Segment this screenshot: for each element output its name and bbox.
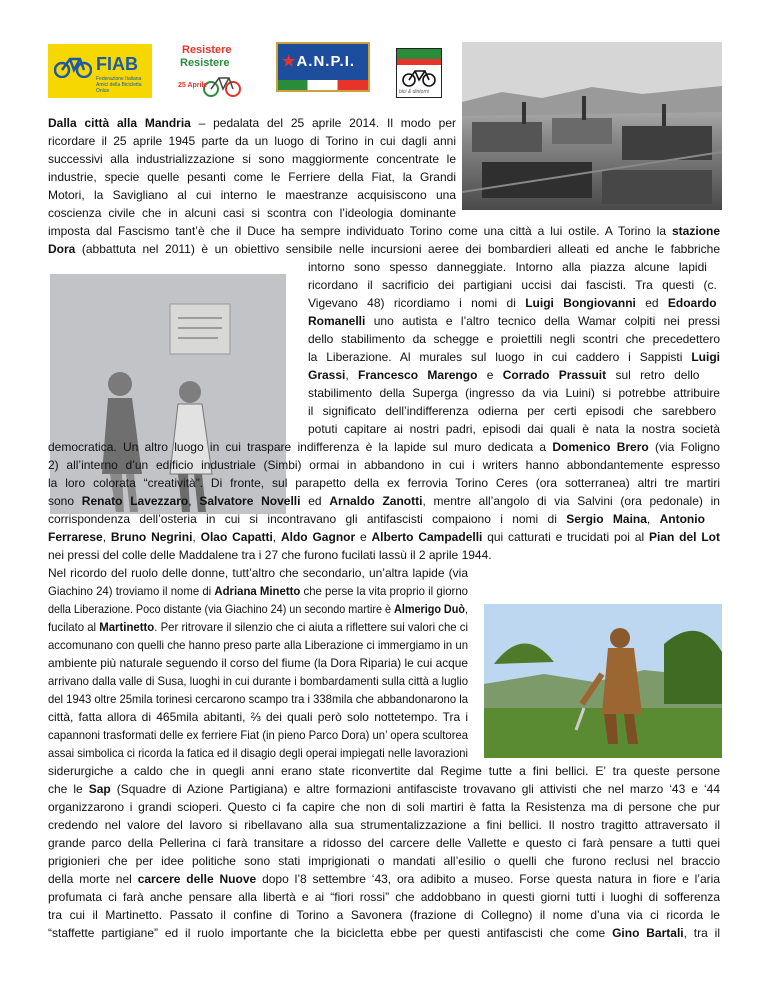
bold-text: Sergio Maina: [566, 512, 647, 526]
text-line: [48, 240, 720, 258]
bold-text: Martinetto: [99, 620, 155, 634]
text-segment: grande parco della Pellerina ci farà transitare a ridosso del carcere delle Vallette e questo ci farà pensare a tutti quei: [48, 836, 720, 850]
text-segment: imposta dal Fascismo tant’è che il Duce ha sempre individuato Torino come una città a lui ostile. A Torino la: [48, 224, 672, 238]
text-segment: . Per ritrovare il silenzio che ci aiuta a riflettere sui valori che ci: [154, 620, 468, 634]
text-segment: fucilato al: [48, 620, 100, 634]
text-segment: arrivano dalla valle di Susa, luoghi in cui durante i bombardamenti sulla città a luglio: [48, 674, 468, 688]
text-line: [48, 150, 456, 168]
text-line: [48, 474, 720, 492]
bold-text: carcere delle Nuove: [137, 872, 257, 886]
text-line: [48, 168, 456, 186]
text-segment: accomunano con quelli che hanno preso parte alla Liberazione ci immergiamo in un: [48, 638, 468, 652]
text-segment: il significato dell’indifferenza odierna per certi episodi che sarebbero: [308, 404, 716, 418]
text-line: [48, 690, 468, 708]
text-line: [48, 600, 468, 618]
text-segment: città, fatta allora di 465mila abitanti, ⅔ dei quali però solo nottetempo. Tra i: [48, 710, 468, 724]
text-line: [48, 852, 720, 870]
text-segment: che perse la vita proprio il giorno: [300, 584, 468, 598]
text-segment: della Liberazione. Poco distante (via Giachino 24) un secondo martire è: [48, 602, 395, 616]
text-segment: ,: [188, 494, 200, 508]
bold-text: Dalla città alla Mandria: [48, 116, 191, 130]
anpi-logo: [276, 42, 370, 92]
text-segment: (via Foligno: [648, 440, 720, 454]
text-segment: e: [477, 368, 503, 382]
text-segment: Motori, la Savigliano al cui interno le maestranze acquisiscono una: [48, 188, 456, 202]
bold-text: Luigi Bongiovanni: [525, 296, 636, 310]
text-segment: ,: [192, 530, 201, 544]
bold-text: Sap: [88, 782, 111, 796]
text-segment: ,: [464, 602, 468, 616]
text-segment: dopo l’8 settembre ‘43, ora adibito a museo. Forse questa natura in fiore e l’aria: [256, 872, 720, 886]
bold-text: Gino Bartali: [612, 926, 684, 940]
text-line: [48, 888, 720, 906]
text-segment: industrie, specie quelle pesanti come le Ferriere della Fiat, la Grandi: [48, 170, 456, 184]
text-line: [308, 348, 720, 366]
text-line: [48, 798, 720, 816]
text-line: [308, 420, 720, 438]
bold-text: Pian del Lot: [648, 530, 720, 544]
text-segment: , tra il: [683, 926, 720, 940]
bold-text: Ferrarese: [48, 530, 103, 544]
text-line: [308, 402, 716, 420]
text-segment: capannoni trasformati delle ex ferriere Fiat (in pieno Parco Dora) un’ opera scultorea: [48, 728, 468, 742]
text-segment: la Liberazione. Al murales sul luogo in cui caddero i Sappisti: [308, 350, 692, 364]
fiab-logo-subtitle: Federazione Italiana Amici della Bicicletta Onlus: [96, 76, 142, 94]
bold-text: Olao Capatti: [200, 530, 273, 544]
text-segment: ed: [300, 494, 330, 508]
resistere-logo: [176, 44, 246, 100]
text-segment: ambiente più naturale seguendo il corso del fiume (la Dora Riparia) le cui acque: [48, 656, 468, 670]
text-segment: nei pressi del colle delle Maddalene tra i 27 che furono fucilati lassù il 2 aprile 1944.: [48, 548, 492, 562]
text-segment: corrispondenza dell’osteria in cui si incontravano gli antifascisti compaiono i nomi di: [48, 512, 567, 526]
text-segment: uno autista e l’altro tecnico della Wamar colpiti nei pressi: [365, 314, 720, 328]
bold-text: Romanelli: [308, 314, 366, 328]
text-line: [48, 834, 720, 852]
text-line: [48, 816, 720, 834]
text-line: [48, 456, 720, 474]
text-segment: ricordare il 25 aprile 1945 parte da un luogo di Torino in cui dagli anni: [48, 134, 456, 148]
text-segment: – pedalata del 25 aprile 2014. Il modo per: [190, 116, 456, 130]
bold-text: Grassi: [308, 368, 346, 382]
text-segment: siderurgiche a caldo che in quegli anni erano state riconvertite dal Regime tutte a fini bellici. E’ tra queste persone: [48, 764, 720, 778]
text-segment: ,: [646, 512, 660, 526]
text-segment: ,: [102, 530, 111, 544]
text-segment: organizzarono i grandi scioperi. Questo ci fa capire che non di soli martiri è fatta la Resistenza ma di persone che pur: [48, 800, 720, 814]
text-line: [48, 132, 456, 150]
bold-text: Francesco Marengo: [358, 368, 478, 382]
text-segment: sul retro dello: [606, 368, 700, 382]
factory-aerial-photo: [462, 42, 722, 210]
text-segment: tra cui il Martinetto. Passato il confine di Torino a Savonera (frazione di Collegno) il nome d’una via ci ricorda le: [48, 908, 720, 922]
text-line: [48, 492, 720, 510]
bold-text: Aldo Gagnor: [280, 530, 356, 544]
text-segment: prigionieri che per idee politiche sono stati imprigionati o mandati all’esilio o quelli che furono reclusi nel braccio: [48, 854, 720, 868]
bold-text: Alberto Campadelli: [371, 530, 483, 544]
star-icon: ★: [282, 53, 297, 70]
bold-text: Dora: [48, 242, 76, 256]
tricolor-stripe: [278, 80, 368, 90]
text-segment: 2) all’interno d’un edificio industriale (Simbi) ormai in abbandono in cui i writers hanno abbondantemente espresso: [48, 458, 720, 472]
text-line: [308, 312, 720, 330]
text-segment: (abbattuta nel 2011) è un obiettivo sensibile nelle incursioni aeree dei bombardieri alleati ed anche le fabbriche: [75, 242, 720, 256]
text-segment: ,: [272, 530, 281, 544]
text-segment: qui catturati e trucidati poi al: [482, 530, 649, 544]
text-line: [48, 780, 720, 798]
text-line: [48, 114, 456, 132]
bold-text: Adriana Minetto: [214, 584, 301, 598]
text-segment: Giachino 24) troviamo il nome di: [48, 584, 215, 598]
text-line: [48, 582, 468, 600]
text-segment: credendo nel valore del lavoro si ribellavano alla sua strumentalizzazione a fini bellici. Il nostro tragitto attraversato il: [48, 818, 720, 832]
text-line: [48, 654, 468, 672]
text-line: [48, 924, 720, 942]
text-line: [48, 906, 720, 924]
text-line: [48, 672, 468, 690]
text-segment: assai simbolica ci ricorda la fatica ed il disagio degli operai impiegati nelle lavorazioni: [48, 746, 468, 760]
bold-text: Salvatore Novelli: [199, 494, 301, 508]
text-line: [308, 276, 717, 294]
bold-text: Almerigo Duò: [394, 602, 465, 616]
bold-text: Bruno Negrini: [110, 530, 193, 544]
text-line: [48, 636, 468, 654]
text-line: [308, 366, 699, 384]
bicycle-icon: [54, 54, 92, 78]
text-segment: successivi alla industrializzazione si sono maggiormente concentrate le: [48, 152, 456, 166]
text-segment: ,: [345, 368, 359, 382]
text-line: [308, 258, 707, 276]
resistere-line-3: 25 Aprile: [178, 82, 208, 89]
text-segment: la loro colorata “creatività”. Di fronte, sul parapetto della ex ferrovia Torino Ceres (ora sotterranea) altri tre martiri: [48, 476, 720, 490]
text-line: [48, 618, 468, 636]
text-line: [48, 528, 720, 546]
text-segment: potuti capitare ai nostri padri, episodi dai quali è nata la nostra società: [308, 422, 720, 436]
bold-text: Antonio: [659, 512, 705, 526]
text-line: [48, 546, 492, 564]
bici-dintorni-logo: [396, 48, 442, 98]
resistere-line-1: Resistere: [182, 44, 232, 56]
text-segment: che le: [48, 782, 89, 796]
text-line: [48, 564, 468, 582]
text-segment: (Squadre di Azione Partigiana) e altre formazioni antifasciste trovavano gli attivisti che nel marzo ‘43 e ‘44: [110, 782, 721, 796]
text-line: [48, 726, 468, 744]
text-line: [48, 510, 705, 528]
text-segment: della morte nel: [48, 872, 138, 886]
text-line: [48, 762, 720, 780]
fiab-logo-name: FIAB: [96, 54, 138, 74]
fiab-logo: [48, 44, 152, 98]
text-segment: “staffette partigiane” ed il ruolo importante che la bicicletta ebbe per questi antifascisti che come: [48, 926, 613, 940]
bold-text: Arnaldo Zanotti: [329, 494, 423, 508]
text-line: [308, 384, 720, 402]
text-segment: , mentre all’angolo di via Salvini (ora pedonale) in: [422, 494, 720, 508]
anpi-logo-name: A.N.P.I.: [296, 53, 356, 70]
bold-text: Luigi: [691, 350, 720, 364]
bold-text: Renato Lavezzaro: [81, 494, 189, 508]
text-segment: intorno sono spesso danneggiate. Intorno alla piazza alcune lapidi: [308, 260, 707, 274]
bold-text: stazione: [671, 224, 720, 238]
text-segment: e: [355, 530, 372, 544]
text-line: [48, 204, 456, 222]
text-segment: dello stabilimento da schegge e proiettili negli scontri che precedettero: [308, 332, 720, 346]
text-segment: profumata ci farà anche pensare alla libertà e ai “fiori rossi” che addobbano in questi giorni tutti i luoghi di sofferenza: [48, 890, 720, 904]
text-line: [48, 708, 468, 726]
text-segment: coscienza civile che in alcuni casi si scontra con l’ideologia dominante: [48, 206, 456, 220]
bold-text: Domenico Brero: [552, 440, 649, 454]
text-segment: Vigevano 48) ricordiamo i nomi di: [308, 296, 526, 310]
text-segment: Nel ricordo del ruolo delle donne, tutt’altro che secondario, un’altra lapide (via: [48, 566, 468, 580]
text-segment: ed: [635, 296, 668, 310]
bici-dintorni-tagline: bici & dintorni: [399, 89, 430, 95]
bold-text: Corrado Prassuit: [502, 368, 607, 382]
text-line: [48, 438, 720, 456]
worker-sculpture-photo: [484, 604, 722, 758]
resistere-line-2: Resistere: [180, 57, 230, 69]
bicycle-icon: [202, 72, 242, 98]
text-segment: ricordano il sacrificio dei partigiani uccisi dai fascisti. Tra questi (c.: [308, 278, 717, 292]
text-line: [308, 330, 720, 348]
text-line: [48, 222, 720, 240]
text-line: [48, 186, 456, 204]
text-segment: del 1943 oltre 25mila torinesi cercarono scampo tra i 338mila che abbandonarono la: [48, 692, 468, 706]
text-segment: stabilimento della Superga (ingresso da via Luini) si potrebbe attribuire: [308, 386, 720, 400]
text-segment: democratica. Un altro luogo in cui traspare indifferenza è la lapide sul muro dedicata a: [48, 440, 553, 454]
text-segment: sono: [48, 494, 82, 508]
text-line: [48, 870, 720, 888]
text-line: [48, 744, 468, 762]
text-line: [308, 294, 717, 312]
bold-text: Edoardo: [667, 296, 717, 310]
bicycle-icon: [401, 67, 437, 87]
